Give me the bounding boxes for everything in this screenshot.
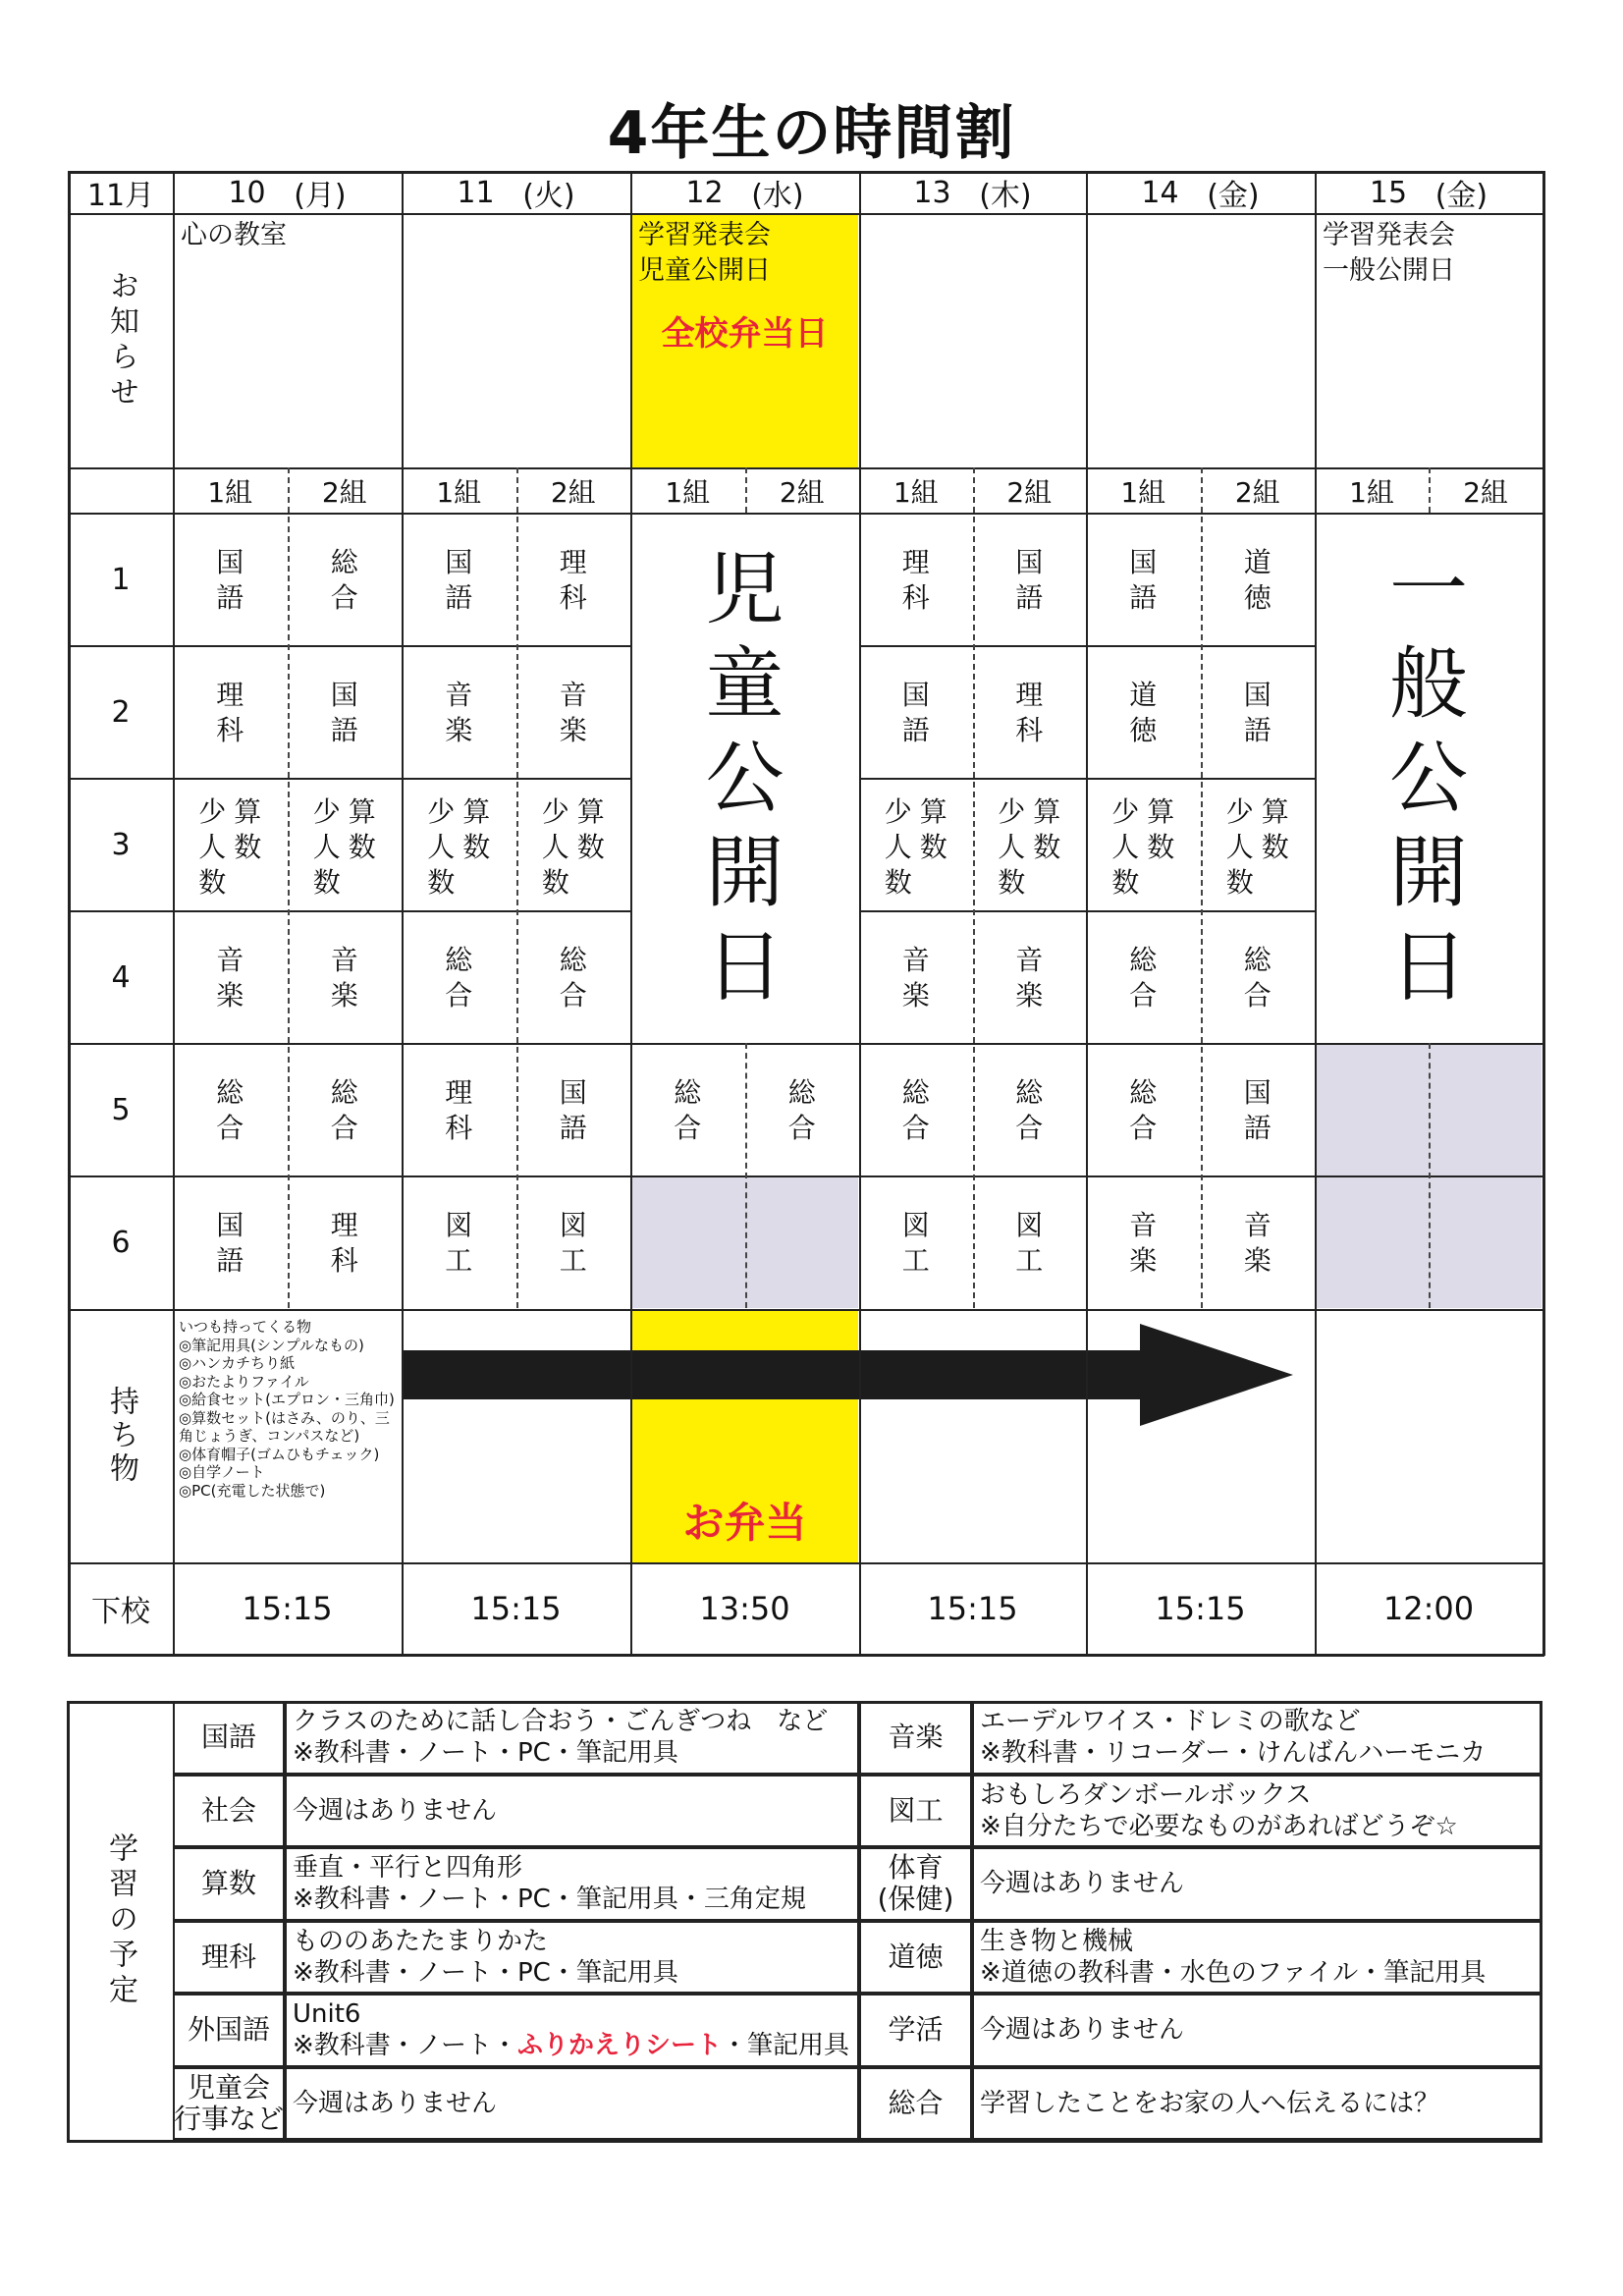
schedule-detail — [972, 1921, 1542, 1995]
day-header-fri15: 15 (金) — [1369, 175, 1488, 213]
subject-cell — [1086, 911, 1201, 1044]
subject-text: 道 徳 — [1243, 545, 1271, 614]
subject-cell — [402, 1044, 516, 1176]
grid-line — [68, 171, 1544, 174]
day-header-thu: 13 (木) — [913, 175, 1032, 213]
subject-cell — [173, 1044, 288, 1176]
group-header: 2組 — [1234, 476, 1280, 509]
subject-text: 国 語 — [1243, 678, 1271, 746]
items-line: ◎ハンカチちり紙 — [179, 1354, 296, 1372]
subject-cell — [973, 514, 1087, 646]
schedule-line-red: ふりかえりシート — [517, 2031, 723, 2061]
subject-cell — [973, 779, 1087, 911]
subject-cell — [402, 1176, 516, 1309]
schedule-line: 生き物と機械 — [980, 1926, 1134, 1956]
group-header: 1組 — [207, 476, 253, 509]
schedule-line: ※道徳の教科書・水色のファイル・筆記用具 — [980, 1957, 1487, 1988]
schedule-subject-text: 道徳 — [888, 1940, 944, 1973]
subject-cell — [1201, 514, 1316, 646]
schedule-subject-text: 児童会 — [187, 2070, 270, 2104]
schedule-subject — [173, 1847, 285, 1921]
group-header: 2組 — [1463, 476, 1508, 509]
subject-text: 総 合 — [674, 1075, 702, 1144]
subject-cell — [1086, 514, 1201, 646]
subject-text: 少 算 人 数 数 — [198, 794, 262, 899]
subject-text: 図 工 — [445, 1208, 473, 1277]
day-header-wed: 12 (水) — [685, 175, 804, 213]
grid-line — [1542, 171, 1545, 1656]
subject-cell — [516, 779, 631, 911]
schedule-line-part: ・筆記用具 — [722, 2031, 850, 2061]
grid-line — [173, 171, 175, 1654]
group-header: 1組 — [1120, 476, 1166, 509]
grid-line — [630, 171, 632, 1654]
subject-text: 国 語 — [216, 1208, 244, 1277]
items-text — [173, 1314, 402, 1559]
schedule-line: ※教科書・リコーダー・けんばんハーモニカ — [980, 1738, 1487, 1769]
subject-text: 音 楽 — [1129, 1208, 1158, 1277]
schedule-line: おもしろダンボールボックス — [980, 1779, 1312, 1810]
subject-text: 総 合 — [1015, 1075, 1044, 1144]
subject-text: 少 算 人 数 数 — [427, 794, 491, 899]
schedule-detail — [972, 1847, 1542, 1921]
grid-line — [1086, 171, 1088, 1654]
subject-text: 総 合 — [216, 1075, 244, 1144]
schedule-subject — [173, 1701, 285, 1775]
schedule-subject-text: 理科 — [200, 1940, 256, 1973]
grid-line — [973, 467, 975, 1308]
special-day-text: 児 童 公 開 日 — [705, 544, 784, 1012]
subject-text: 図 工 — [901, 1208, 930, 1277]
subject-text: 総 合 — [330, 545, 358, 614]
grid-line — [402, 171, 404, 1654]
subject-text: 総 合 — [559, 943, 587, 1011]
schedule-subject-text: 国語 — [200, 1721, 256, 1754]
schedule-line: 今週はありません — [293, 1795, 498, 1826]
schedule-line: 今週はありません — [980, 2015, 1185, 2046]
grid-line — [859, 171, 861, 1654]
subject-text: 総 合 — [901, 1075, 930, 1144]
items-list — [173, 1314, 402, 1559]
subject-cell — [402, 911, 516, 1044]
period-label: 3 — [111, 828, 131, 862]
subject-cell — [288, 514, 403, 646]
group-header: 2組 — [550, 476, 596, 509]
grid-line — [288, 467, 290, 1308]
page-title: 4年生の時間割 — [607, 99, 1016, 168]
month-label: 11月 — [86, 179, 155, 213]
subject-cell — [973, 646, 1087, 779]
grid-line — [68, 1562, 1542, 1564]
schedule-line: ※教科書・ノート・PC・筆記用具 — [293, 1957, 678, 1988]
subject-text: 総 合 — [330, 1075, 358, 1144]
notice-mon: 心の教室 — [181, 220, 287, 250]
dismissal-time: 15:15 — [242, 1590, 333, 1627]
dismissal-time: 12:00 — [1382, 1590, 1475, 1627]
subject-cell — [173, 911, 288, 1044]
schedule-subject — [859, 2067, 972, 2141]
schedule-subject — [859, 1847, 972, 1921]
subject-text: 少 算 人 数 数 — [1225, 794, 1289, 899]
subject-cell — [1086, 1176, 1201, 1309]
subject-cell — [1201, 646, 1316, 779]
subject-text: 国 語 — [216, 545, 244, 614]
day-header-tue: 11 (火) — [457, 175, 575, 213]
subject-cell — [745, 1044, 860, 1176]
schedule-subject — [173, 2067, 285, 2141]
schedule-subject-text: (保健) — [877, 1883, 954, 1916]
group-header: 1組 — [665, 476, 711, 509]
schedule-detail — [285, 2067, 859, 2141]
items-line: ◎体育帽子(ゴムひもチェック) — [179, 1445, 380, 1463]
wed-items: お弁当 — [682, 1498, 807, 1547]
schedule-detail — [285, 1701, 859, 1775]
schedule-detail — [285, 1847, 859, 1921]
subject-text: 総 合 — [445, 943, 473, 1011]
subject-text: 音 楽 — [901, 943, 930, 1011]
period-label: 6 — [111, 1226, 131, 1260]
items-line: ◎自学ノート — [179, 1463, 265, 1481]
items-line: ◎給食セット(エプロン・三角巾) — [179, 1391, 395, 1408]
items-line: いつも持ってくる物 — [179, 1318, 312, 1336]
subject-cell — [1086, 646, 1201, 779]
items-line: ◎筆記用具(シンプルなもの) — [179, 1336, 364, 1354]
subject-cell — [973, 911, 1087, 1044]
subject-cell — [288, 779, 403, 911]
schedule-line: Unit6 — [293, 1999, 361, 2030]
subject-text: 少 算 人 数 数 — [998, 794, 1061, 899]
subject-text: 理 科 — [559, 545, 587, 614]
grid-line — [68, 213, 1542, 215]
schedule-line: エーデルワイス・ドレミの歌など — [980, 1707, 1361, 1737]
grid-line — [1201, 467, 1203, 1308]
subject-text: 理 科 — [901, 545, 930, 614]
schedule-subject — [859, 1701, 972, 1775]
subject-cell — [402, 514, 516, 646]
arrow-right-icon — [398, 1316, 1311, 1434]
subject-cell — [859, 911, 973, 1044]
subject-text: 音 楽 — [1015, 943, 1044, 1011]
subject-text: 音 楽 — [216, 943, 244, 1011]
subject-cell — [402, 646, 516, 779]
items-label: 持ち物 — [104, 1386, 138, 1486]
subject-text: 図 工 — [1015, 1208, 1044, 1277]
notice-wed-red: 全校弁当日 — [661, 314, 829, 354]
schedule-detail — [285, 1994, 859, 2067]
special-day-fri15 — [1315, 514, 1542, 1044]
schedule-subject — [173, 1921, 285, 1995]
schedule-label: 学習の予定 — [103, 1832, 137, 2009]
subject-text: 図 工 — [559, 1208, 587, 1277]
schedule-subject — [859, 1921, 972, 1995]
schedule-line: 垂直・平行と四角形 — [293, 1853, 523, 1884]
schedule-line: クラスのために話し合おう・ごんぎつね など — [293, 1707, 829, 1737]
subject-text: 少 算 人 数 数 — [312, 794, 376, 899]
subject-cell — [859, 1044, 973, 1176]
subject-cell — [288, 1044, 403, 1176]
group-header: 2組 — [1006, 476, 1053, 509]
grid-line — [1315, 171, 1317, 1654]
dismissal-time: 15:15 — [470, 1590, 562, 1627]
subject-text: 少 算 人 数 数 — [1111, 794, 1175, 899]
schedule-line-part: ※教科書・ノート・ — [293, 2031, 518, 2061]
schedule-detail — [972, 2067, 1542, 2141]
grid-line — [745, 1043, 747, 1308]
subject-text: 国 語 — [1129, 545, 1158, 614]
schedule-line: もののあたたまりかた — [293, 1926, 549, 1956]
schedule-subject — [173, 1775, 285, 1848]
subject-cell — [402, 779, 516, 911]
subject-cell — [516, 514, 631, 646]
subject-cell — [859, 1176, 973, 1309]
period-label: 1 — [111, 563, 131, 597]
schedule-line: 今週はありません — [980, 1869, 1185, 1899]
special-day-text: 一 般 公 開 日 — [1389, 544, 1468, 1012]
period-label: 4 — [111, 960, 131, 995]
subject-text: 国 語 — [901, 678, 930, 746]
month-cell — [69, 172, 173, 213]
period-label: 2 — [111, 695, 131, 730]
schedule-subject-text: 外国語 — [187, 2013, 270, 2047]
schedule-line: 今週はありません — [293, 2088, 498, 2118]
subject-text: 理 科 — [330, 1208, 358, 1277]
grid-line — [1429, 1043, 1431, 1308]
subject-text: 総 合 — [1129, 1075, 1158, 1144]
schedule-subject-text: 図工 — [888, 1793, 944, 1827]
notice-label: お知らせ — [104, 270, 138, 411]
schedule-subject-text: 行事など — [173, 2102, 284, 2135]
grid-line — [68, 1309, 1542, 1311]
schedule-subject-text: 学活 — [888, 2013, 944, 2047]
subject-text: 国 語 — [1243, 1075, 1271, 1144]
subject-text: 国 語 — [1015, 545, 1044, 614]
subject-text: 国 語 — [445, 545, 473, 614]
subject-text: 音 楽 — [330, 943, 358, 1011]
schedule-line: ※教科書・ノート・PC・筆記用具・三角定規 — [293, 1885, 806, 1915]
subject-cell — [288, 911, 403, 1044]
schedule-line: ※自分たちで必要なものがあればどうぞ☆ — [980, 1811, 1458, 1841]
items-line: ◎算数セット(はさみ、のり、三角じょうぎ、コンパスなど) — [179, 1408, 390, 1445]
subject-cell — [173, 779, 288, 911]
subject-cell — [859, 646, 973, 779]
day-header-fri14: 14 (金) — [1141, 175, 1260, 213]
dismissal-time: 13:50 — [699, 1590, 790, 1627]
group-header: 2組 — [321, 476, 367, 509]
schedule-subject — [173, 1994, 285, 2067]
subject-cell — [1086, 1044, 1201, 1176]
subject-cell — [1201, 1044, 1316, 1176]
subject-cell — [1201, 1176, 1316, 1309]
subject-cell — [1201, 911, 1316, 1044]
group-header: 1組 — [893, 476, 939, 509]
subject-cell — [516, 1176, 631, 1309]
items-line: ◎おたよりファイル — [179, 1372, 309, 1391]
notice-fri15: 学習発表会 一般公開日 — [1323, 220, 1455, 286]
schedule-subject-text: 算数 — [200, 1867, 256, 1900]
special-day-wed — [630, 514, 859, 1044]
schedule-subject-text: 総合 — [888, 2086, 944, 2119]
grid-line — [68, 1654, 1544, 1657]
subject-text: 音 楽 — [445, 678, 473, 746]
schedule-subject — [859, 1775, 972, 1848]
subject-cell — [288, 646, 403, 779]
schedule-detail — [972, 1994, 1542, 2067]
schedule-line: ※教科書・ノート・PC・筆記用具 — [293, 1738, 678, 1769]
subject-text: 理 科 — [216, 678, 244, 746]
subject-cell — [173, 514, 288, 646]
subject-cell — [1086, 779, 1201, 911]
subject-cell — [973, 1176, 1087, 1309]
subject-text: 総 合 — [1243, 943, 1271, 1011]
subject-cell — [516, 1044, 631, 1176]
subject-text: 総 合 — [1129, 943, 1158, 1011]
dismissal-time: 15:15 — [1155, 1590, 1246, 1627]
schedule-subject-text: 体育 — [888, 1851, 944, 1885]
subject-text: 少 算 人 数 数 — [541, 794, 605, 899]
schedule-subject-text: 社会 — [200, 1793, 256, 1827]
period-label: 5 — [111, 1093, 131, 1127]
subject-text: 少 算 人 数 数 — [884, 794, 947, 899]
subject-cell — [516, 646, 631, 779]
subject-cell — [1201, 779, 1316, 911]
subject-text: 道 徳 — [1129, 678, 1158, 746]
subject-cell — [859, 779, 973, 911]
subject-text: 国 語 — [330, 678, 358, 746]
day-header-mon: 10 (月) — [228, 175, 347, 213]
subject-cell — [859, 514, 973, 646]
schedule-line: 学習したことをお家の人へ伝えるには？ — [980, 2088, 1440, 2118]
dismissal-label: 下校 — [91, 1595, 150, 1629]
schedule-detail — [285, 1921, 859, 1995]
subject-cell — [173, 646, 288, 779]
schedule-subject-text: 音楽 — [888, 1721, 944, 1754]
subject-text: 国 語 — [559, 1075, 587, 1144]
group-header: 2組 — [779, 476, 825, 509]
subject-text: 音 楽 — [559, 678, 587, 746]
schedule-detail — [972, 1775, 1542, 1848]
grid-line — [68, 645, 630, 647]
subject-text: 理 科 — [445, 1075, 473, 1144]
schedule-detail — [972, 1701, 1542, 1775]
group-header: 1組 — [1349, 476, 1394, 509]
grid-line — [745, 467, 747, 513]
dismissal-time: 15:15 — [927, 1590, 1018, 1627]
subject-text: 音 楽 — [1243, 1208, 1271, 1277]
subject-cell — [973, 1044, 1087, 1176]
schedule-line — [293, 2030, 851, 2061]
grid-line — [68, 910, 630, 912]
subject-cell — [630, 1044, 745, 1176]
notice-wed: 学習発表会 児童公開日 全校弁当日 — [630, 214, 859, 467]
items-line: ◎PC(充電した状態で) — [179, 1481, 326, 1500]
schedule-detail — [285, 1775, 859, 1848]
subject-cell — [173, 1176, 288, 1309]
grid-line — [516, 467, 518, 1308]
subject-text: 総 合 — [787, 1075, 816, 1144]
subject-text: 理 科 — [1015, 678, 1044, 746]
grid-line — [68, 171, 71, 1654]
grid-line — [1429, 467, 1431, 513]
subject-cell — [516, 911, 631, 1044]
subject-cell — [288, 1176, 403, 1309]
schedule-subject — [859, 1994, 972, 2067]
group-header: 1組 — [436, 476, 482, 509]
grid-line — [68, 778, 630, 780]
